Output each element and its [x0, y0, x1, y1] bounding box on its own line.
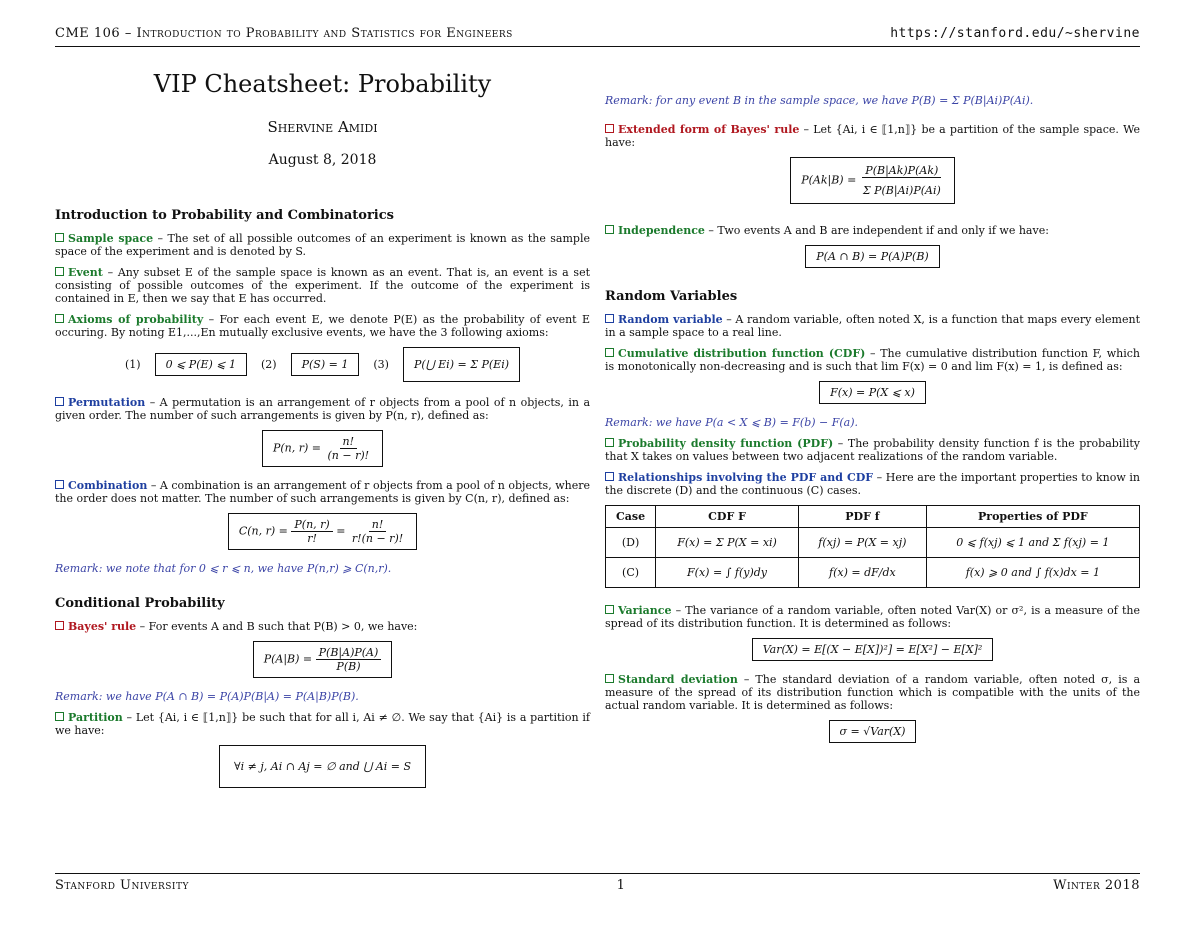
checkbox-icon: [605, 225, 614, 234]
text-partition: – Let {Ai, i ∈ ⟦1,n⟧} be such that for all i, Ai ≠ ∅. We say that {Ai} is a partition if we have:: [55, 711, 590, 737]
table-header-row: [606, 506, 1140, 528]
ext-bayes-lhs: P(Ak|B) =: [801, 173, 857, 187]
page-number: 1: [616, 878, 626, 893]
permutation-formula: [262, 430, 383, 467]
axiom3-formula: P(⋃ Ei) = Σ P(Ei): [403, 347, 520, 382]
table-cell: (C): [606, 558, 656, 588]
extended-bayes-formula-wrap: [605, 157, 1140, 204]
combination-formula: [228, 513, 417, 550]
table-cell: f(x) ⩾ 0 and ∫ f(x)dx = 1: [926, 558, 1139, 588]
label-pdf: Probability density function (PDF): [618, 437, 834, 450]
combination-formula-wrap: [55, 513, 590, 550]
def-cdf: [605, 347, 1140, 373]
doc-title: VIP Cheatsheet: Probability: [153, 70, 492, 98]
label-axioms: Axioms of probability: [68, 313, 204, 326]
label-random-variable: Random variable: [618, 313, 723, 326]
section-conditional-title: Conditional Probability: [55, 596, 225, 611]
def-axioms: [55, 313, 590, 339]
perm-num: n!: [340, 435, 358, 449]
independence-formula-wrap: [605, 245, 1140, 268]
def-independence: [605, 224, 1140, 237]
pdf-cdf-table: [605, 505, 1140, 588]
checkbox-icon: [605, 674, 614, 683]
axiom2-tag: (2): [261, 358, 277, 371]
def-combination: [55, 479, 590, 505]
label-combination: Combination: [68, 479, 148, 492]
text-independence: – Two events A and B are independent if and only if we have:: [704, 224, 1049, 237]
cdf-formula: F(x) = P(X ⩽ x): [819, 381, 926, 404]
label-permutation: Permutation: [68, 396, 146, 409]
table-cell: f(xj) = P(X = xj): [798, 528, 926, 558]
table-cell: F(x) = Σ P(X = xi): [656, 528, 799, 558]
axioms-formulas: [55, 347, 590, 382]
date: August 8, 2018: [268, 152, 377, 168]
label-cdf: Cumulative distribution function (CDF): [618, 347, 866, 360]
text-extended-bayes: – Let {Ai, i ∈ ⟦1,n⟧} be a partition of the sample space. We have:: [605, 123, 1140, 149]
comb-lhs: C(n, r) =: [238, 524, 288, 538]
checkbox-icon: [605, 348, 614, 357]
text-cdf: – The cumulative distribution function F, which is monotonically non-decreasing and is such that lim F(x) = 0 and lim F(x) = 1, is defined as:: [605, 347, 1140, 373]
def-relationships: [605, 471, 1140, 497]
label-relationships: Relationships involving the PDF and CDF: [618, 471, 874, 484]
text-standard-deviation: – The standard deviation of a random variable, often noted σ, is a measure of the spread of its distribution function which is compatible with the units of the actual random variable. It is determined as follows:: [605, 673, 1140, 712]
def-permutation: [55, 396, 590, 422]
text-permutation: – A permutation is an arrangement of r objects from a pool of n objects, in a given order. The number of such arrangements is given by P(n, r), defined as:: [55, 396, 590, 422]
table-header: PDF f: [798, 506, 926, 528]
ext-bayes-num: P(B|Ak)P(Ak): [862, 164, 941, 178]
comb-den1: r!: [307, 532, 317, 545]
footer-institution: Stanford University: [55, 878, 189, 893]
table-row: [606, 558, 1140, 588]
remark-cdf: Remark: we have P(a < X ⩽ B) = F(b) − F(a).: [605, 416, 859, 429]
checkbox-icon: [55, 712, 64, 721]
author: Shervine Amidi: [267, 118, 378, 136]
independence-formula: P(A ∩ B) = P(A)P(B): [805, 245, 939, 268]
text-variance: – The variance of a random variable, often noted Var(X) or σ², is a measure of the spread of its distribution function. It is determined as follows:: [605, 604, 1140, 630]
text-event: – Any subset E of the sample space is known as an event. That is, an event is a set consisting of possible outcomes of the experiment. If the outcome of the experiment is contained in E, then we say that E has occurred.: [55, 266, 590, 305]
text-pdf: – The probability density function f is the probability that X takes on values between two adjacent realizations of the random variable.: [605, 437, 1140, 463]
table-cell: 0 ⩽ f(xj) ⩽ 1 and Σ f(xj) = 1: [926, 528, 1139, 558]
section-intro-title: Introduction to Probability and Combinatorics: [55, 208, 394, 223]
author-url[interactable]: https://stanford.edu/~shervine: [890, 26, 1140, 41]
checkbox-icon: [605, 124, 614, 133]
comb-num1: P(n, r): [291, 518, 332, 532]
label-standard-deviation: Standard deviation: [618, 673, 738, 686]
text-random-variable: – A random variable, often noted X, is a function that maps every element in a sample space to a real line.: [605, 313, 1140, 339]
sd-formula-wrap: [605, 720, 1140, 743]
extended-bayes-formula: [790, 157, 955, 204]
bayes-formula-wrap: [55, 641, 590, 678]
variance-formula: Var(X) = E[(X − E[X])²] = E[X²] − E[X]²: [752, 638, 994, 661]
comb-num2: n!: [369, 518, 387, 532]
def-event: [55, 266, 590, 305]
label-independence: Independence: [618, 224, 705, 237]
def-standard-deviation: [605, 673, 1140, 712]
page-header: [55, 26, 1140, 47]
axiom1-formula: 0 ⩽ P(E) ⩽ 1: [155, 353, 247, 376]
checkbox-icon: [55, 397, 64, 406]
text-combination: – A combination is an arrangement of r objects from a pool of n objects, where the order does not matter. The number of such arrangements is given by C(n, r), defined as:: [55, 479, 590, 505]
checkbox-icon: [55, 267, 64, 276]
label-partition: Partition: [68, 711, 123, 724]
axiom1-tag: (1): [124, 358, 141, 371]
def-variance: [605, 604, 1140, 630]
axiom3-tag: (3): [373, 358, 389, 371]
text-relationships: – Here are the important properties to know in the discrete (D) and the continuous (C) cases.: [605, 471, 1140, 497]
checkbox-icon: [55, 480, 64, 489]
label-bayes: Bayes' rule: [68, 620, 137, 633]
table-header: Case: [606, 506, 656, 528]
partition-formula-wrap: [55, 745, 590, 788]
text-sample-space: – The set of all possible outcomes of an experiment is known as the sample space of the experiment and is denoted by S.: [55, 232, 590, 258]
perm-den: (n − r)!: [327, 449, 370, 462]
table-cell: f(x) = dF/dx: [798, 558, 926, 588]
variance-formula-wrap: [605, 638, 1140, 661]
footer-term: Winter 2018: [1053, 878, 1140, 893]
course-title: CME 106 – Introduction to Probability and Statistics for Engineers: [55, 26, 513, 41]
table-header: Properties of PDF: [926, 506, 1139, 528]
partition-formula: ∀i ≠ j, Ai ∩ Aj = ∅ and ⋃ Ai = S: [219, 745, 426, 788]
left-column: [55, 66, 590, 800]
label-event: Event: [68, 266, 103, 279]
sd-formula: σ = √Var(X): [829, 720, 917, 743]
label-sample-space: Sample space: [68, 232, 154, 245]
cdf-formula-wrap: [605, 381, 1140, 404]
remark-bayes: Remark: we have P(A ∩ B) = P(A)P(B|A) = P(A|B)P(B).: [55, 690, 359, 703]
section-random-variables-title: Random Variables: [605, 289, 738, 304]
bayes-lhs: P(A|B) =: [263, 652, 313, 666]
checkbox-icon: [605, 605, 614, 614]
checkbox-icon: [605, 438, 614, 447]
checkbox-icon: [55, 621, 64, 630]
remark-total-probability: Remark: for any event B in the sample space, we have P(B) = Σ P(B|Ai)P(Ai).: [605, 94, 1034, 107]
checkbox-icon: [605, 472, 614, 481]
page-footer: [55, 873, 1140, 896]
bayes-den: P(B): [336, 660, 361, 673]
checkbox-icon: [55, 233, 64, 242]
title-block: [55, 70, 590, 168]
checkbox-icon: [605, 314, 614, 323]
axiom2-formula: P(S) = 1: [291, 353, 360, 376]
table-cell: F(x) = ∫ f(y)dy: [656, 558, 799, 588]
bayes-num: P(B|A)P(A): [316, 646, 382, 660]
text-axioms: – For each event E, we denote P(E) as the probability of event E occuring. By noting E1,...,En mutually exclusive events, we have the 3 following axioms:: [55, 313, 590, 339]
table-row: [606, 528, 1140, 558]
label-extended-bayes: Extended form of Bayes' rule: [618, 123, 800, 136]
def-bayes: [55, 620, 590, 633]
def-random-variable: [605, 313, 1140, 339]
perm-lhs: P(n, r) =: [272, 441, 321, 455]
def-sample-space: [55, 232, 590, 258]
label-variance: Variance: [618, 604, 672, 617]
permutation-formula-wrap: [55, 430, 590, 467]
comb-den2: r!(n − r)!: [351, 532, 404, 545]
checkbox-icon: [55, 314, 64, 323]
remark-combination: Remark: we note that for 0 ⩽ r ⩽ n, we have P(n,r) ⩾ C(n,r).: [55, 562, 392, 575]
table-cell: (D): [606, 528, 656, 558]
right-column: [605, 66, 1140, 755]
bayes-formula: [253, 641, 393, 678]
comb-eq: =: [336, 524, 346, 538]
table-header: CDF F: [656, 506, 799, 528]
def-pdf: [605, 437, 1140, 463]
def-extended-bayes: [605, 123, 1140, 149]
text-bayes: – For events A and B such that P(B) > 0, we have:: [136, 620, 418, 633]
ext-bayes-den: Σ P(B|Ai)P(Ai): [862, 184, 941, 197]
def-partition: [55, 711, 590, 737]
